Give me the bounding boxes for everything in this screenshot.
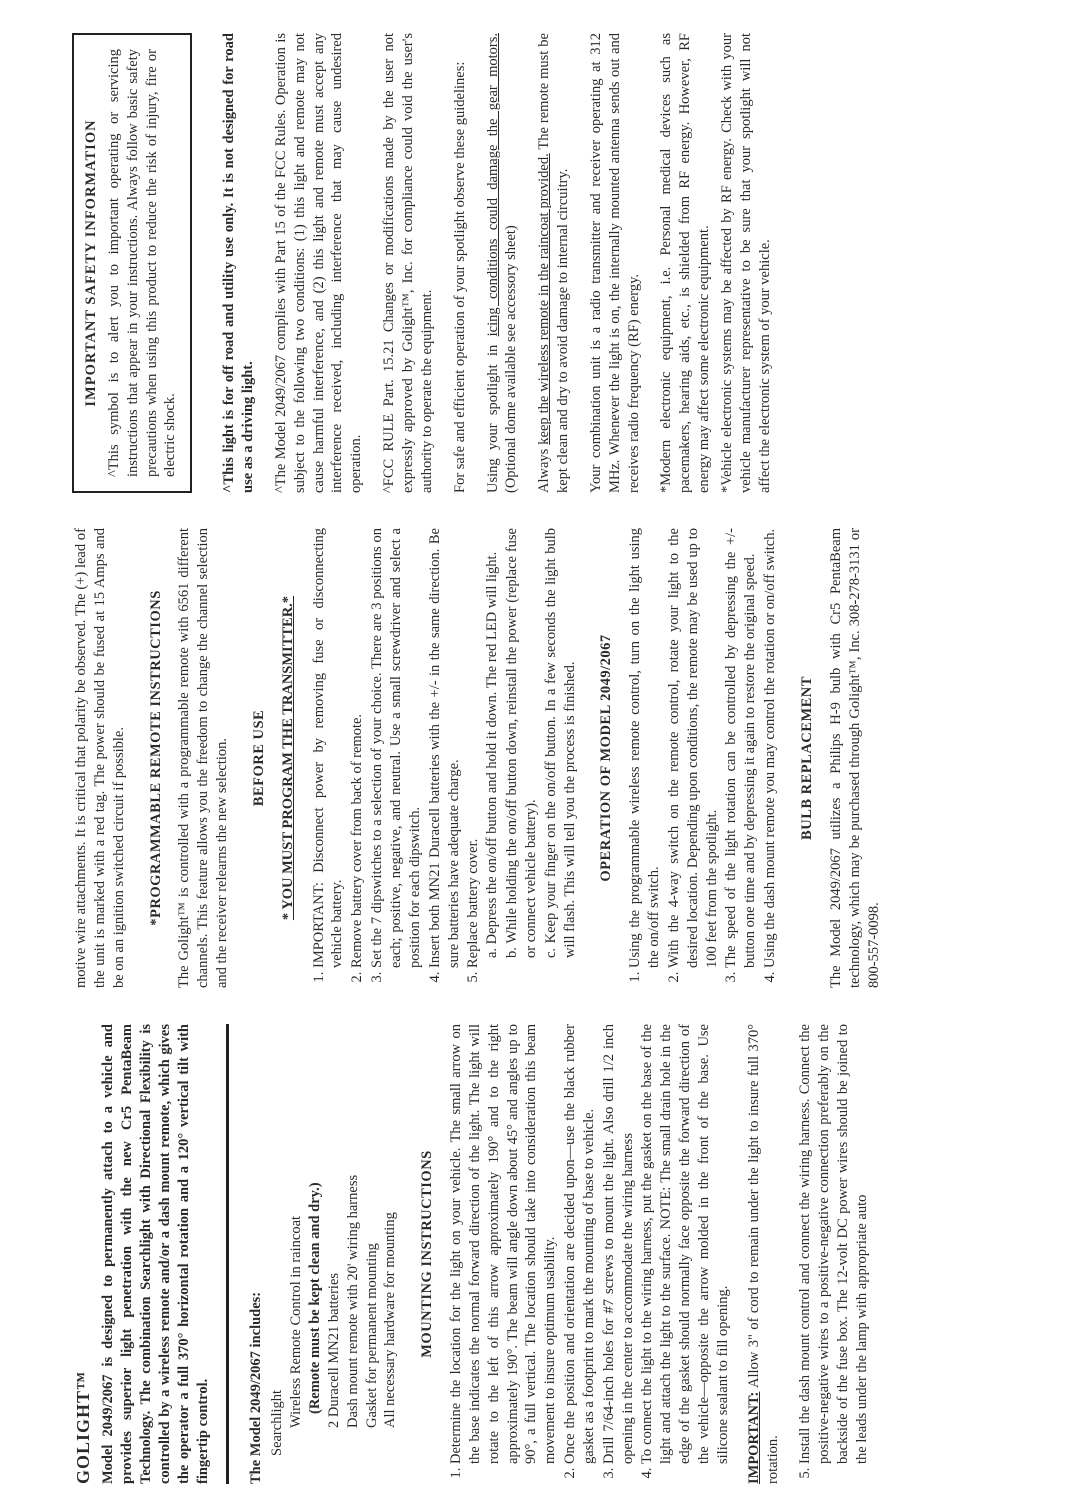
list-item: 2. With the 4-way switch on the remote control, rotate your light to the desired location. Depending upon conditions, the remote may be used up to 100 feet from the spotlight. xyxy=(665,528,722,968)
safety-title: IMPORTANT SAFETY INFORMATION xyxy=(83,119,99,407)
vehicle-electronics-note: *Vehicle electronic systems may be affected by RF energy. Check with your vehicle manufacturer representative to be sure that your spotlight will not affect the electronic system of your vehicle. xyxy=(718,33,773,493)
radio-info: Your combination unit is a radio transmitter and receiver operating at 312 MHz. Whenever the light is on, the internally mounted antenna sends out and receives radio frequency (RF) energy. xyxy=(587,33,642,493)
fcc-part15: ^The Model 2049/2067 complies with Part 15 of the FCC Rules. Operation is subject to the following two conditions: (1) this light and remote may not cause harmful interference, and (2) this light and remote must accept any interference received, including interference that may cause undesired operation. xyxy=(272,33,365,493)
safety-text: ^This symbol is to alert you to important operating or servicing instructions that appear in your instructions. Always follow basic safety precautions when using this product to reduce the risk of injury, fire or electric shock. xyxy=(105,49,179,477)
list-item: 1. Using the programmable wireless remote control, turn on the light using the on/off switch. xyxy=(626,528,664,968)
intro-paragraph: Model 2049/2067 is designed to permanently attach to a vehicle and provides superior light penetration with the new Cr5 PentaBeam Technology. The combination Searchlight with Directional Flexibility is controlled by a wireless remote and/or a dash mount remote, which gives the operator a full 370° horizontal rotation and a 120° vertical tilt with fingertip control. xyxy=(100,1024,211,1484)
includes-list xyxy=(268,1024,400,1484)
list-item: 1. Determine the location for the light on your vehicle. The small arrow on the base indicates the normal forward direction of the light. The light will rotate to the left of this arrow approximately 190° and to the right approximately 190°. The beam will angle down about 45° and angles up to 90°, a full vertical. The location should take into consideration this beam movement to insure optimum usability. xyxy=(447,1024,560,1464)
raincoat-text-a: Always xyxy=(536,444,553,493)
list-item: Wireless Remote Control in raincoat xyxy=(288,1215,305,1428)
list-item: Dash mount remote with 20' wiring harness xyxy=(344,1174,361,1428)
brand-title: GOLIGHT™ xyxy=(73,1370,93,1484)
list-item: All necessary hardware for mounting xyxy=(382,1212,399,1428)
icing-text-a: Using your spotlight in xyxy=(484,336,501,493)
raincoat-text-underlined: keep the wireless remote in the raincoat provided. xyxy=(536,153,553,445)
before-use-steps xyxy=(310,528,580,988)
list-item: 2. Once the position and orientation are decided upon—use the black rubber gasket as a footprint to mark the mounting of base to vehicle. xyxy=(561,1024,599,1464)
programmable-text: The Golight™ is controlled with a programmable remote with 6561 different channels. This feature allows you the freedom to change the channel selection and the receiver relearns the new selection. xyxy=(176,528,231,988)
sub-steps xyxy=(483,528,579,968)
divider xyxy=(226,1024,229,1484)
before-use-title: BEFORE USE xyxy=(250,709,267,807)
list-item: 4. To connect the light to the wiring harness, put the gasket on the base of the light and attach the light to the surface. NOTE: The small drain hole in the edge of the gasket should normally face opposite the forward direction of the vehicle—opposite the arrow molded in the front of the base. Use silicone sealant to fill opening. xyxy=(638,1024,732,1464)
list-item: (Remote must be kept clean and dry.) xyxy=(306,1182,323,1414)
list-item: a. Depress the on/off button and hold it down. The red LED will light. xyxy=(484,551,501,958)
raincoat-warning xyxy=(535,33,573,493)
modern-equipment-note: *Modern electronic equipment, i.e. Personal medical devices such as pacemakers, hearing aids, etc., is shielded from RF energy. However, RF energy may affect some electronic equipment. xyxy=(658,33,713,493)
list-item: Gasket for permanent mounting xyxy=(363,1243,380,1428)
list-item: Searchlight xyxy=(269,1389,286,1456)
list-item: 3. Set the 7 dipswitches to a selection of your choice. There are 3 positions on each; positive, negative, and neutral. Use a small screwdriver and select a position for each dipswitch. xyxy=(368,528,425,968)
mounting-title: MOUNTING INSTRUCTIONS xyxy=(419,1150,436,1358)
fcc-part1521: ^FCC RULE Part. 15.21 Changes or modifications made by the user not expressly approved by Golight™, Inc. for compliance could void the user's authority to operate the equipment. xyxy=(381,33,435,493)
safety-box xyxy=(72,33,192,493)
list-item: b. While holding the on/off button down, reinstall the power (replace fuse or connect vehicle battery). xyxy=(504,528,539,958)
list-item: 2. Remove battery cover from back of remote. xyxy=(348,528,367,968)
offroad-warning: ^This light is for off road and utility use only. It is not designed for road use as a driving light. xyxy=(221,33,257,493)
bulb-title: BULB REPLACEMENT xyxy=(799,676,815,840)
includes-title: The Model 2049/2067 includes: xyxy=(248,1291,265,1484)
programmable-title: *PROGRAMMABLE REMOTE INSTRUCTIONS xyxy=(147,590,164,926)
icing-warning xyxy=(484,33,522,493)
transmitter-warning: * YOU MUST PROGRAM THE TRANSMITTER.* xyxy=(279,595,296,921)
list-item: 4. Using the dash mount remote you may control the rotation or on/off switch. xyxy=(761,528,780,968)
icing-text-underlined: icing conditions could damage the gear motors. xyxy=(484,33,501,337)
list-item-text: Replace battery cover. xyxy=(465,838,482,968)
important-note xyxy=(745,1024,783,1484)
continuation-paragraph: motive wire attachments. It is critical that polarity be observed. The (+) lead of the unit is marked with a red tag. The power should be fused at 15 Amps and be on an ignition switched circuit if possible. xyxy=(73,528,127,988)
raincoat-text-b: The remote must be kept clean and dry to avoid damage to internal circuitry. xyxy=(536,33,572,493)
list-item: 3. Drill 7/64-inch holes for #7 screws to mount the light. Also drill 1/2 inch opening in the center to accommodate the wiring harness xyxy=(600,1024,638,1464)
list-item: 1. IMPORTANT: Disconnect power by removing fuse or disconnecting vehicle battery. xyxy=(310,528,348,968)
mounting-step-5 xyxy=(796,1024,871,1484)
important-text: Allow 3" of cord to remain under the light to insure full 370° rotation. xyxy=(745,1024,781,1484)
list-item: 3. The speed of the light rotation can be controlled by depressing the +/- button one time and by depressing it again to restore the original speed. xyxy=(722,528,760,968)
operation-steps xyxy=(626,528,780,988)
column-2 xyxy=(72,528,1032,988)
list-item: 2 Duracell MN21 batteries xyxy=(325,1272,342,1428)
guidelines-intro: For safe and efficient operation of your spotlight observe these guidelines: xyxy=(451,61,468,493)
mounting-steps xyxy=(447,1024,733,1484)
icing-text-b: (Optional dome available see accessory sheet) xyxy=(503,225,520,493)
list-item: 4. Insert both MN21 Duracell batteries with the +/- in the same direction. Be sure batteries have adequate charge. xyxy=(426,528,464,968)
bulb-text: The Model 2049/2067 utilizes a Philips H-9 bulb with Cr5 PentaBeam technology, which may be purchased through Golight™, Inc. 308-278-3131 or 800-557-0098. xyxy=(827,528,882,988)
list-item xyxy=(464,528,579,968)
list-item: 5. Install the dash mount control and connect the wiring harness. Connect the positive-negative wires to a positive-negative connection preferably on the backside of the fuse box. The 12-volt DC power wires should be joined to the leads under the lamp with appropriate auto xyxy=(796,1024,871,1464)
column-1 xyxy=(72,1024,1032,1484)
operation-title: OPERATION OF MODEL 2049/2067 xyxy=(598,634,615,882)
list-item: c. Keep your finger on the on/off button. In a few seconds the light bulb will flash. This will tell you the process is finished. xyxy=(542,528,578,958)
column-3 xyxy=(72,33,1032,493)
important-label: IMPORTANT: xyxy=(745,1391,762,1484)
